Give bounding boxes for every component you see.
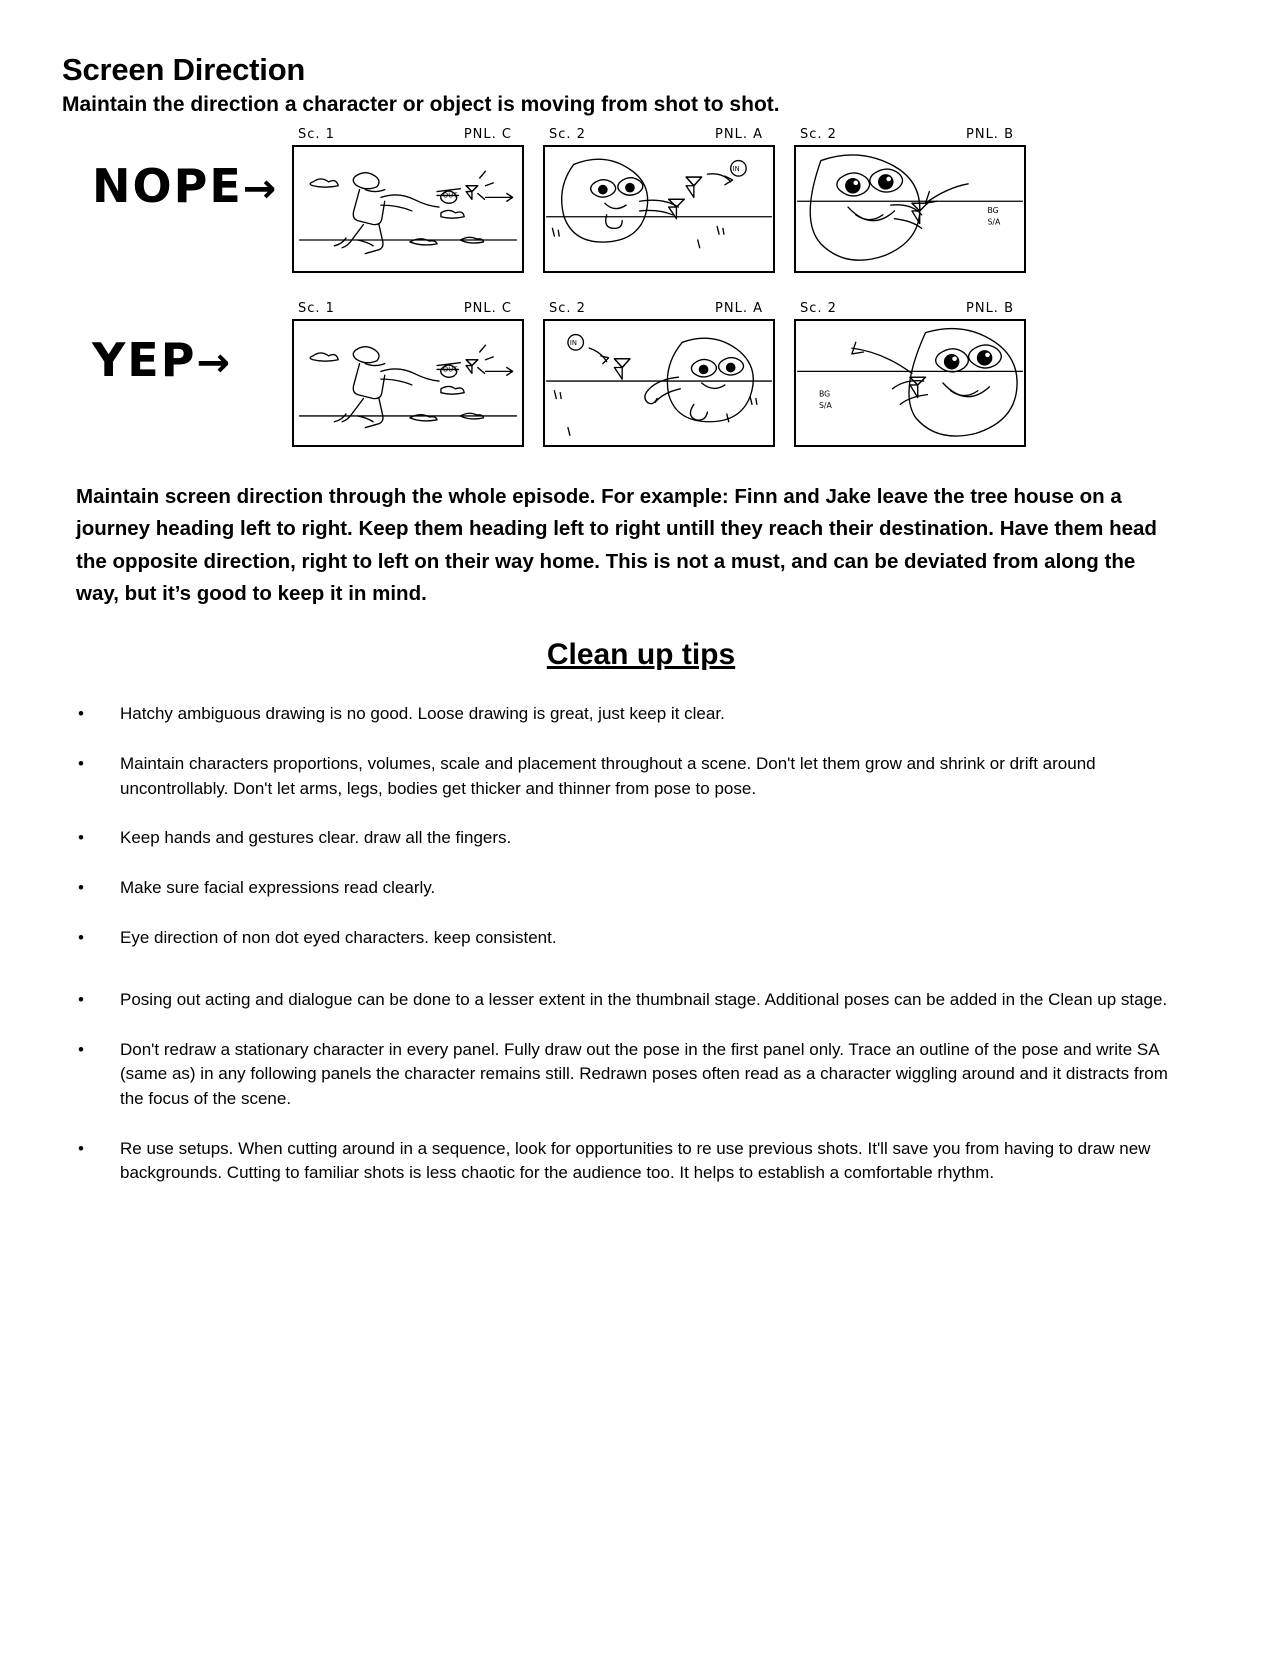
panel-number-label: PNL. B — [966, 126, 1014, 142]
panel-scene-label: Sc. 2 — [549, 300, 586, 316]
bullet-icon: • — [78, 877, 84, 897]
list-item-text: Re use setups. When cutting around in a sequence, look for opportunities to re use previous shots. It'll save you from having to draw new backgrounds. Cutting to familiar shots is less chaotic for the audience too. It helps to establish a comfortable rhythm. — [120, 1138, 1151, 1183]
page-subtitle: Maintain the direction a character or object is moving from shot to shot. — [62, 92, 780, 116]
panel-frame — [292, 145, 524, 273]
list-item — [62, 702, 1220, 727]
svg-text:BG: BG — [987, 205, 999, 215]
panel-scene-label: Sc. 1 — [298, 126, 335, 142]
panel-caption — [543, 127, 775, 145]
svg-text:IN: IN — [732, 165, 740, 174]
panel-number-label: PNL. B — [966, 300, 1014, 316]
storyboard-row-yep — [62, 301, 1220, 447]
storyboard-panel — [794, 127, 1026, 273]
screen-direction-paragraph: Maintain screen direction through the whole episode. For example: Finn and Jake leave the tree house on a journey heading left to right. Keep them heading left to right untill they reach their destination. Have them head the opposite direction, right to left on their way home. This is not a must, and can be deviated from along the way, but it’s good to keep it in mind. — [76, 484, 1157, 605]
row-label-text: YEP — [92, 332, 197, 387]
panel-frame — [292, 319, 524, 447]
storyboard-panels — [292, 301, 1026, 447]
list-item-text: Don't redraw a stationary character in every panel. Fully draw out the pose in the first panel only. Trace an outline of the pose and write SA (same as) in any following panels the character remains still. Redrawn poses often read as a character wiggling around and it distracts from the focus of the scene. — [120, 1039, 1168, 1109]
panel-caption — [292, 127, 524, 145]
list-item — [62, 1137, 1220, 1186]
panel-number-label: PNL. A — [715, 300, 763, 316]
panel-frame — [794, 145, 1026, 273]
bullet-icon: • — [78, 828, 84, 848]
bullet-icon: • — [78, 1138, 84, 1158]
list-item — [62, 876, 1220, 901]
list-item-text: Keep hands and gestures clear. draw all the fingers. — [120, 828, 512, 848]
svg-text:S/A: S/A — [818, 401, 832, 411]
panel-scene-label: Sc. 2 — [549, 126, 586, 142]
panel-caption — [543, 301, 775, 319]
storyboard-panel — [292, 127, 524, 273]
storyboard-panel — [292, 301, 524, 447]
bullet-icon: • — [78, 753, 84, 773]
storyboard-panel — [543, 301, 775, 447]
bullet-icon: • — [78, 927, 84, 947]
bullet-icon: • — [78, 1039, 84, 1059]
list-item — [62, 1038, 1220, 1112]
clean-up-tips-list — [62, 702, 1220, 1186]
panel-frame — [794, 319, 1026, 447]
storyboard-row-label — [62, 127, 292, 213]
panel-caption — [794, 127, 1026, 145]
svg-text:OUT: OUT — [442, 191, 458, 200]
svg-text:BG: BG — [818, 389, 831, 399]
list-item — [62, 826, 1220, 851]
bullet-icon: • — [78, 704, 84, 724]
section-heading-clean-up-tips: Clean up tips — [546, 638, 736, 672]
panel-scene-label: Sc. 2 — [800, 300, 837, 316]
panel-caption — [794, 301, 1026, 319]
list-item — [62, 926, 1220, 951]
row-label-text: NOPE — [92, 158, 243, 213]
svg-text:IN: IN — [569, 339, 577, 348]
arrow-right-icon: → — [196, 339, 232, 386]
svg-text:S/A: S/A — [987, 217, 1001, 227]
storyboard-panel — [543, 127, 775, 273]
list-item-text: Maintain characters proportions, volumes, scale and placement throughout a scene. Don't let them grow and shrink or drift around uncontrollably. Don't let arms, legs, bodies get thicker and thinner from pose to pose. — [120, 753, 1096, 798]
bullet-icon: • — [78, 990, 84, 1010]
list-item — [62, 752, 1220, 801]
storyboard-panels — [292, 127, 1026, 273]
svg-text:OUT: OUT — [442, 365, 458, 374]
storyboard-row-label — [62, 301, 292, 387]
list-item-text: Hatchy ambiguous drawing is no good. Loose drawing is great, just keep it clear. — [120, 704, 725, 724]
panel-number-label: PNL. C — [463, 300, 512, 316]
list-item-text: Make sure facial expressions read clearly. — [120, 877, 436, 897]
list-item — [62, 988, 1220, 1013]
panel-scene-label: Sc. 2 — [800, 126, 837, 142]
arrow-right-icon: → — [242, 165, 279, 212]
panel-number-label: PNL. A — [715, 126, 763, 142]
panel-caption — [292, 301, 524, 319]
storyboard-row-nope — [62, 127, 1220, 273]
page-title: Screen Direction — [62, 52, 306, 87]
panel-number-label: PNL. C — [463, 126, 512, 142]
storyboard-panel — [794, 301, 1026, 447]
list-item-text: Eye direction of non dot eyed characters. keep consistent. — [120, 927, 557, 947]
panel-frame — [543, 145, 775, 273]
list-item-text: Posing out acting and dialogue can be done to a lesser extent in the thumbnail stage. Additional poses can be added in the Clean up stage. — [120, 990, 1168, 1010]
panel-scene-label: Sc. 1 — [298, 300, 335, 316]
panel-frame — [543, 319, 775, 447]
